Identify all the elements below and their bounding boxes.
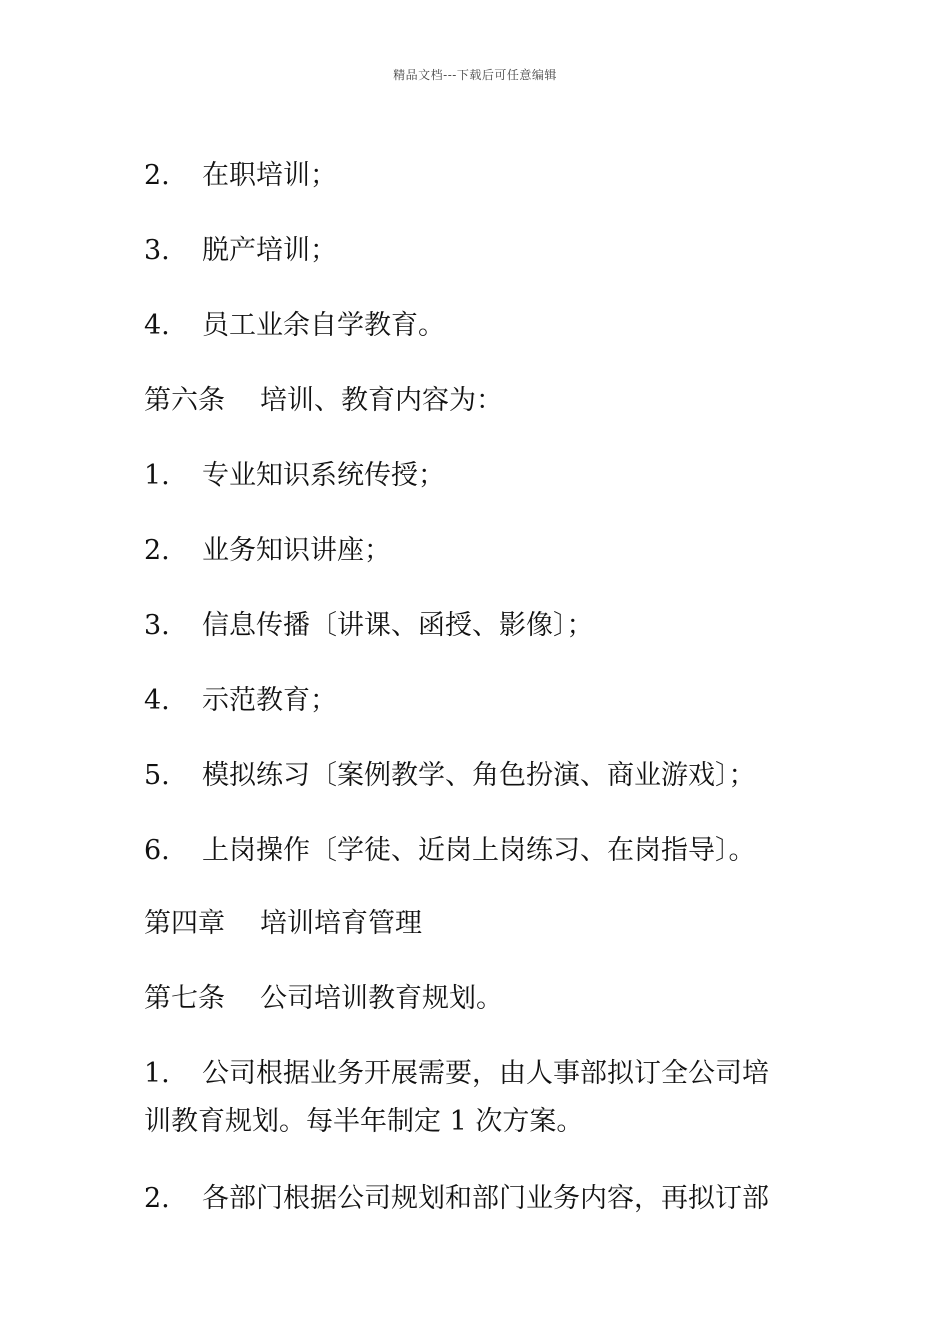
- list-item: [144, 160, 337, 192]
- item-text: 在职培训；: [202, 160, 337, 191]
- item-number: 1.: [144, 460, 170, 491]
- list-item: [144, 685, 337, 717]
- paragraph-line: [144, 1175, 814, 1223]
- page-header: 精品文档---下载后可任意编辑: [393, 68, 557, 82]
- item-number: 5.: [144, 760, 170, 791]
- item-number: 2.: [144, 1183, 170, 1214]
- list-item: [144, 310, 445, 342]
- item-number: 3.: [144, 610, 170, 641]
- list-item: [144, 235, 337, 267]
- item-number: 1.: [144, 1058, 170, 1089]
- item-number: 4.: [144, 310, 170, 341]
- article-heading: [144, 983, 503, 1015]
- item-number: 2.: [144, 535, 170, 566]
- paragraph-line: 训教育规划。每半年制定 1 次方案。: [144, 1106, 584, 1137]
- item-text: 示范教育；: [202, 685, 337, 716]
- list-item: [144, 535, 391, 567]
- list-item: [144, 460, 445, 492]
- item-number: 4.: [144, 685, 170, 716]
- list-item: [144, 610, 594, 642]
- list-item: [144, 835, 756, 867]
- item-text: 上岗操作〔学徒、近岗上岗练习、在岗指导〕。: [202, 835, 756, 866]
- item-text: 模拟练习〔案例教学、角色扮演、商业游戏〕；: [202, 760, 756, 791]
- item-text: 业务知识讲座；: [202, 535, 391, 566]
- article-title: 培训、教育内容为：: [260, 385, 503, 416]
- item-text: 专业知识系统传授；: [202, 460, 445, 491]
- item-number: 6.: [144, 835, 170, 866]
- article-heading: [144, 385, 503, 417]
- item-text: 信息传播〔讲课、函授、影像〕；: [202, 610, 594, 641]
- paragraph: [144, 1175, 814, 1223]
- item-number: 2.: [144, 160, 170, 191]
- item-text: 员工业余自学教育。: [202, 310, 445, 341]
- item-text: 脱产培训；: [202, 235, 337, 266]
- paragraph-text: 各部门根据公司规划和部门业务内容，再拟订部: [202, 1183, 769, 1214]
- item-number: 3.: [144, 235, 170, 266]
- chapter-heading: [144, 908, 422, 940]
- article-number: 第七条: [144, 983, 225, 1014]
- chapter-title: 培训培育管理: [260, 908, 422, 939]
- paragraph-text: 公司根据业务开展需要，由人事部拟订全公司培: [202, 1058, 769, 1089]
- article-number: 第六条: [144, 385, 225, 416]
- chapter-number: 第四章: [144, 908, 225, 939]
- list-item: [144, 760, 756, 792]
- paragraph: [144, 1050, 814, 1146]
- paragraph-line: [144, 1050, 814, 1098]
- article-title: 公司培训教育规划。: [260, 983, 503, 1014]
